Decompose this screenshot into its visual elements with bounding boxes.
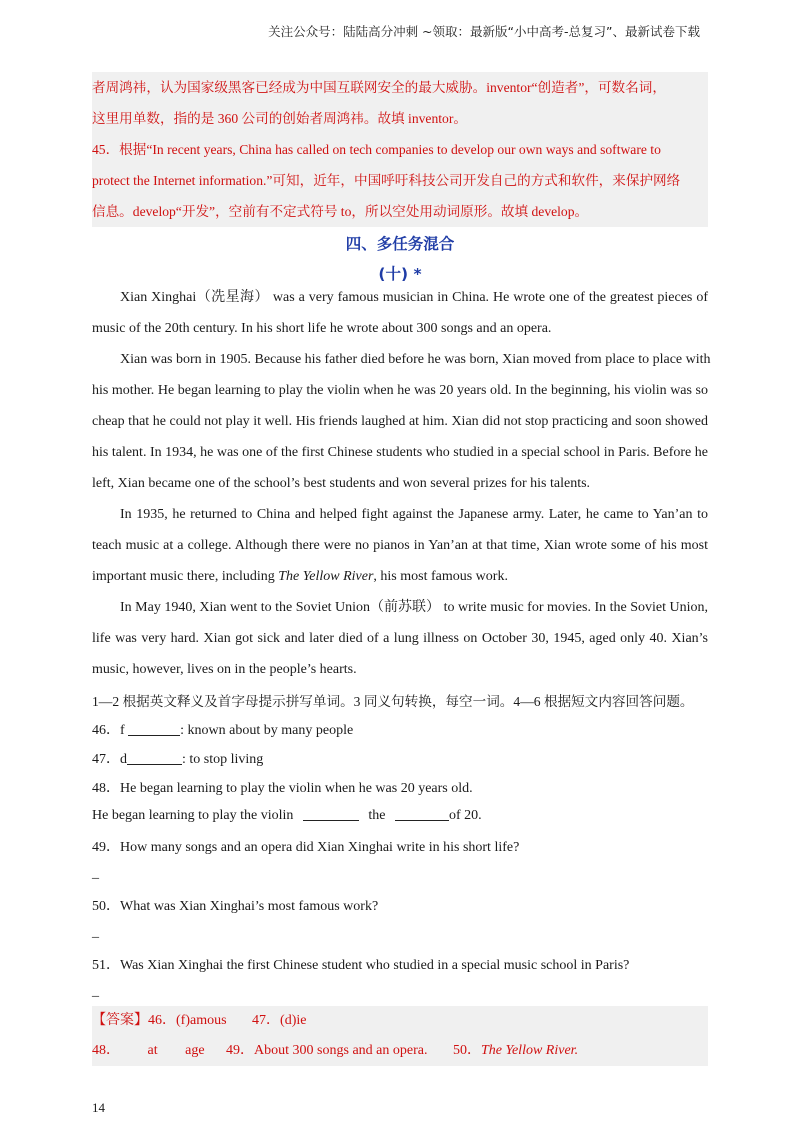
answer-line: protect the Internet information.”可知，近年，中国呼吁科技公司开发自己的方式和软件，来保护网络 — [92, 173, 681, 188]
answer-line: 这里用单数，指的是 360 公司的创始者周鸿祎。故填 inventor。 — [92, 111, 467, 126]
passage-paragraph-3 — [92, 499, 708, 592]
question-46 — [92, 719, 353, 739]
answer-50: 50． — [452, 1043, 481, 1058]
passage-text: , his most famous work. — [373, 569, 508, 584]
answer-47: 47．(d)ie — [252, 1013, 307, 1028]
instructions: 1—2 根据英文释义及首字母提示拼写单词。3 同义句转换，每空一词。4—6 根据短文内容回答问题。 — [92, 694, 694, 709]
answer-line: 信息。develop“开发”，空前有不定式符号 to，所以空处用动词原形。故填 develop。 — [92, 204, 589, 219]
question-48-rewrite — [92, 806, 482, 824]
answer-label: 【答案】 — [92, 1013, 148, 1028]
answer-box — [92, 1006, 708, 1066]
page-number: 14 — [92, 1100, 105, 1115]
work-title: The Yellow River — [278, 569, 374, 584]
passage-line: music of the 20th century. In his short life he wrote about 300 songs and an opera. — [92, 321, 552, 336]
question-50: 50．What was Xian Xinghai’s most famous work? — [92, 899, 379, 914]
question-text: : known about by many people — [180, 723, 354, 738]
question-text: 47．d — [92, 752, 127, 767]
answer-line-50[interactable]: _ — [92, 925, 99, 940]
answer-line: 者周鸿祎，认为国家级黑客已经成为中国互联网安全的最大威胁。inventor“创造者”，可数名词， — [92, 80, 666, 95]
passage-line: his mother. He began learning to play the violin when he was 20 years old. In the beginning, his violin was so — [92, 383, 708, 398]
passage-line: In 1935, he returned to China and helped fight against the Japanese army. Later, he came to Yan’an to — [120, 507, 708, 522]
passage-line: life was very hard. Xian got sick and later died of a lung illness on October 30, 1945, aged only 40. Xian’s — [92, 631, 708, 646]
answer-48-word-1: at — [147, 1043, 158, 1058]
section-subtitle: (十) * — [378, 265, 422, 283]
question-47 — [92, 748, 263, 768]
section-title: 四、多任务混合 — [345, 235, 455, 253]
answer-line-49[interactable]: _ — [92, 866, 99, 881]
question-51: 51．Was Xian Xinghai the first Chinese student who studied in a special music school in Paris? — [92, 958, 630, 973]
page-header: 关注公众号：陆陆高分冲刺 ~领取：最新版“小中高考-总复习”、最新试卷下载 — [268, 24, 700, 39]
passage-line: his talent. In 1934, he was one of the first Chinese students who studied in a special school in Paris. Before he — [92, 445, 708, 460]
answer-line — [92, 1006, 708, 1036]
passage-line: Xian was born in 1905. Because his father died before he was born, Xian moved from place to place with — [120, 352, 711, 367]
previous-answer-block — [92, 72, 708, 227]
passage-line: left, Xian became one of the school’s best students and won several prizes for his talents. — [92, 476, 591, 491]
passage-line: music, however, lives on in the people’s hearts. — [92, 662, 357, 677]
passage-line: In May 1940, Xian went to the Soviet Union（前苏联） to write music for movies. In the Soviet Union, — [120, 600, 708, 615]
answer-48-word-2: age — [185, 1043, 205, 1058]
answer-50-title: The Yellow River. — [480, 1043, 579, 1058]
passage-paragraph-4 — [92, 592, 708, 685]
question-text: of 20. — [449, 808, 482, 823]
question-text: the — [368, 808, 386, 823]
answer-line — [92, 1036, 708, 1066]
passage-text: important music there, including — [92, 569, 279, 584]
answer-48: 48． — [92, 1043, 120, 1058]
question-49: 49．How many songs and an opera did Xian Xinghai write in his short life? — [92, 840, 520, 855]
answer-blank[interactable] — [128, 721, 180, 736]
question-text: He began learning to play the violin — [92, 808, 294, 823]
passage-line: Xian Xinghai（冼星海） was a very famous musician in China. He wrote one of the greatest pieces of — [120, 290, 708, 305]
answer-blank[interactable] — [395, 806, 449, 821]
answer-line: 45．根据“In recent years, China has called on tech companies to develop our own ways and software to — [92, 142, 661, 157]
question-text: : to stop living — [182, 752, 264, 767]
answer-blank[interactable] — [127, 750, 182, 765]
answer-46: 46．(f)amous — [148, 1013, 227, 1028]
question-48: 48．He began learning to play the violin when he was 20 years old. — [92, 781, 473, 796]
passage-line: cheap that he could not play it well. His friends laughed at him. Xian did not stop practicing and soon showed — [92, 414, 708, 429]
answer-49: 49．About 300 songs and an opera. — [226, 1043, 428, 1058]
passage-paragraph-1 — [92, 282, 708, 344]
answer-blank[interactable] — [303, 806, 359, 821]
question-text: 46．f — [92, 723, 125, 738]
passage-line: teach music at a college. Although there were no pianos in Yan’an at that time, Xian wrote some of his most — [92, 538, 708, 553]
passage-line — [92, 561, 708, 592]
passage-paragraph-2 — [92, 344, 711, 499]
answer-line-51[interactable]: _ — [92, 984, 99, 999]
